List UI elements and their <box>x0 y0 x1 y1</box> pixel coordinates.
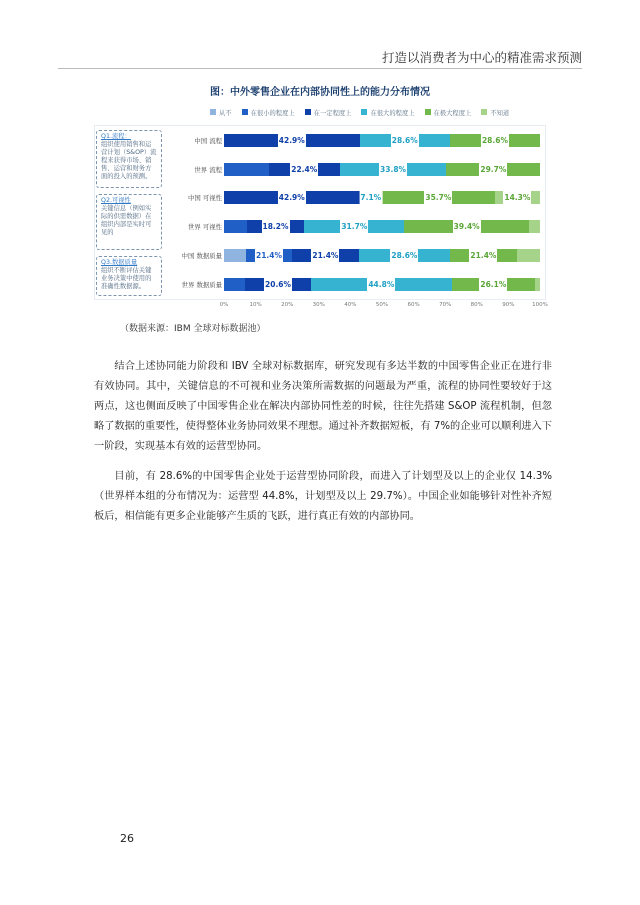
bar-segment-r5-s5 <box>535 278 540 291</box>
data-label-r2-2: 35.7% <box>425 193 452 203</box>
side-note-q1-text: 组织使用销售和运营计划（S&OP）流程来获得市场、销售、运营和财务方面的投入的预测。 <box>101 141 157 180</box>
data-label-r4-3: 21.4% <box>470 250 497 260</box>
x-tick-0: 0% <box>219 302 229 308</box>
header-divider <box>58 68 582 69</box>
row-label-3: 世界 可视性 <box>188 223 222 232</box>
row-label-4: 中国 数据质量 <box>181 251 222 260</box>
bar-row-4 <box>224 249 540 262</box>
side-note-q3 <box>96 256 162 296</box>
data-label-r1-1: 33.8% <box>380 164 407 174</box>
data-label-r0-0: 42.9% <box>278 136 305 145</box>
side-note-q1-title: Q1.流程： <box>101 133 131 140</box>
legend-item-5 <box>481 106 509 118</box>
legend-item-2 <box>305 106 352 118</box>
legend-item-4 <box>425 106 472 118</box>
figure-source: （数据来源：IBM 全球对标数据池） <box>120 324 266 334</box>
data-label-r0-2: 28.6% <box>481 136 508 145</box>
legend-item-0 <box>210 106 232 118</box>
row-label-2: 中国 可视性 <box>188 194 222 203</box>
data-label-r4-2: 28.6% <box>391 250 418 260</box>
bar-row-1 <box>224 163 540 176</box>
body-paragraph-1: 结合上述协同能力阶段和 IBV 全球对标数据库，研究发现有多达半数的中国零售企业正在进行非有效协同。其中，关键信息的不可视和业务决策所需数据的问题最为严重，流程的协同性要较好于这两点，这也侧面反映了中国零售企业在解决内部协同性差的时候，往往先搭建 S&OP 流程机制，但忽略了数据的重要性，使得整体业务协同效果不理想。通过补齐数据短板，有 7%的企业可以顺利进入下一阶段，实现基本有效的运营型协同。 <box>94 361 552 452</box>
x-tick-7: 70% <box>439 302 452 308</box>
legend-label-3: 在很大的程度上 <box>370 109 415 117</box>
data-label-r4-0: 21.4% <box>256 250 283 260</box>
bar-row-2 <box>224 191 540 204</box>
data-label-r5-1: 44.8% <box>368 279 395 289</box>
legend-swatch-4 <box>425 109 431 115</box>
x-tick-9: 90% <box>502 302 515 308</box>
data-label-r0-1: 28.6% <box>391 136 418 145</box>
bar-row-0 <box>224 134 540 147</box>
data-label-r2-1: 7.1% <box>360 193 382 203</box>
legend-swatch-2 <box>305 109 311 115</box>
data-label-r2-3: 14.3% <box>504 193 531 203</box>
side-note-q2-text: 关键信息（例如实际的供需数据）在组织内部是实时可见的 <box>101 205 152 236</box>
legend-label-5: 不知道 <box>490 109 510 117</box>
x-tick-6: 60% <box>407 302 420 308</box>
legend-swatch-0 <box>210 109 216 115</box>
bar-segment-r3-s1 <box>224 220 247 233</box>
side-note-q3-text: 组织不断评估关键业务决策中使用的准确性数据源。 <box>101 267 152 290</box>
chart-legend <box>210 106 509 118</box>
legend-label-0: 从不 <box>219 109 232 117</box>
x-tick-10: 100% <box>532 302 548 308</box>
figure-title: 图：中外零售企业在内部协同性上的能力分布情况 <box>210 87 430 98</box>
data-label-r3-0: 18.2% <box>262 222 289 232</box>
data-label-r4-1: 21.4% <box>312 250 339 260</box>
legend-label-4: 在极大程度上 <box>433 109 472 117</box>
legend-swatch-3 <box>361 109 367 115</box>
bar-segment-r4-s0 <box>224 249 246 262</box>
body-paragraph-2: 目前，有 28.6%的中国零售企业处于运营型协同阶段，而进入了计划型及以上的企业仅 14.3%（世界样本组的分布情况为：运营型 44.8%，计划型及以上 29.7%）。中国企业如能够针对性补齐短板后，相信能有更多企业能够产生质的飞跃，进行真正有效的内部协同。 <box>94 471 552 522</box>
bar-segment-r1-s1 <box>224 163 269 176</box>
side-note-q1 <box>96 130 162 188</box>
row-label-5: 世界 数据质量 <box>181 280 222 289</box>
side-note-q3-title: Q3.数据质量 <box>101 259 138 266</box>
x-tick-3: 30% <box>312 302 325 308</box>
legend-label-1: 在很小的程度上 <box>250 109 295 117</box>
legend-swatch-5 <box>481 109 487 115</box>
x-tick-1: 10% <box>249 302 262 308</box>
side-note-q2 <box>96 194 162 250</box>
legend-label-2: 在一定程度上 <box>313 109 352 117</box>
x-tick-4: 40% <box>344 302 357 308</box>
data-label-r5-0: 20.6% <box>265 279 292 289</box>
row-label-1: 世界 流程 <box>194 165 222 174</box>
data-label-r3-2: 39.4% <box>453 222 480 232</box>
data-label-r2-0: 42.9% <box>278 193 305 203</box>
x-tick-8: 80% <box>470 302 483 308</box>
page-header-title: 打造以消费者为中心的精准需求预测 <box>381 50 582 65</box>
bar-row-3 <box>224 220 540 233</box>
data-label-r1-2: 29.7% <box>480 164 507 174</box>
x-tick-5: 50% <box>375 302 389 308</box>
data-label-r1-0: 22.4% <box>291 164 318 174</box>
bar-segment-r3-s5 <box>529 220 540 233</box>
legend-swatch-1 <box>242 109 248 115</box>
data-label-r3-1: 31.7% <box>341 222 368 232</box>
page-number: 26 <box>120 832 134 845</box>
bar-segment-r5-s1 <box>224 278 245 291</box>
bar-row-5 <box>224 278 540 291</box>
legend-item-1 <box>242 106 295 118</box>
side-note-q2-title: Q2.可视性 <box>101 197 131 204</box>
x-tick-2: 20% <box>281 302 294 308</box>
row-label-0: 中国 流程 <box>194 137 222 145</box>
data-label-r5-2: 26.1% <box>480 279 507 289</box>
bar-segment-r4-s5 <box>517 249 540 262</box>
legend-item-3 <box>361 106 414 118</box>
